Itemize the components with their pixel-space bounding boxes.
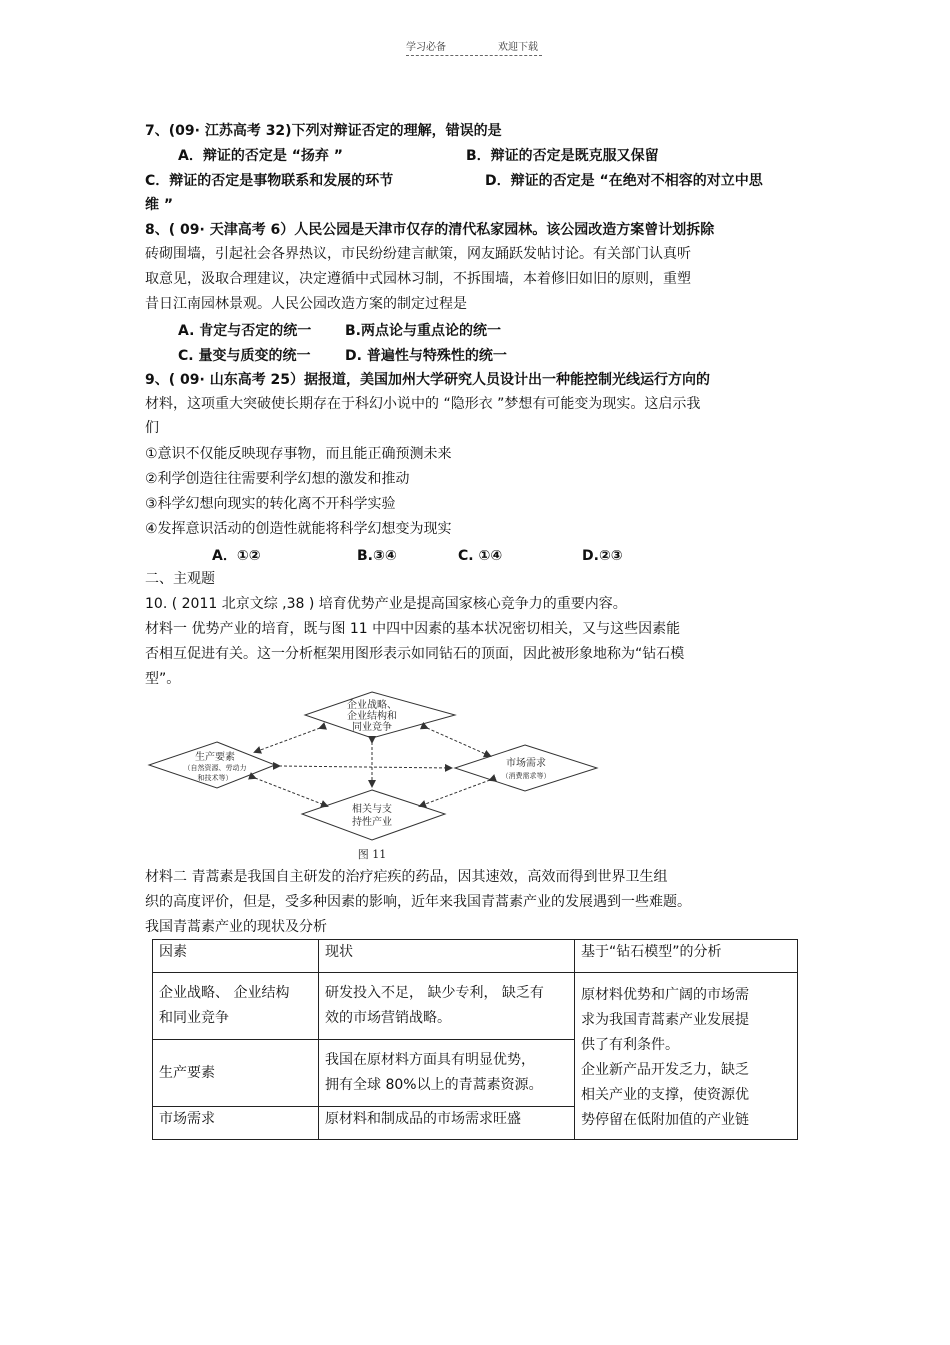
- q8-option-b: B.两点论与重点论的统一: [345, 323, 501, 339]
- arrow-right-bottom: [420, 780, 490, 806]
- q9-statement-3: ③科学幻想向现实的转化离不开科学实验: [145, 496, 396, 512]
- q9-statement-2: ②利学创造往往需要利学幻想的激发和推动: [145, 471, 410, 487]
- q9-statement-1: ①意识不仅能反映现存事物，而且能正确预测未来: [145, 446, 452, 462]
- industry-analysis-table: [152, 939, 798, 1140]
- header-right: 欢迎下载: [498, 42, 538, 53]
- q8-option-a: A. 肯定与否定的统一: [178, 323, 312, 339]
- diagram-caption: 图 11: [357, 848, 387, 861]
- table-analysis-cell: 原材料优势和广阔的市场需 求为我国青蒿素产业发展提 供了有利条件。 企业新产品开发乏力，缺乏 相关产业的支撑，使资源优 势停留在低附加值的产业链: [575, 973, 798, 1140]
- q9-line-1: 9、( 09· 山东高考 25）据报道，美国加州大学研究人员设计出一种能控制光线运行方向的: [145, 372, 711, 388]
- table-header-factor: 因素: [153, 940, 319, 973]
- q7-option-b: B．辩证的否定是既克服又保留: [466, 148, 659, 164]
- left-node-label-2: （自然资源、劳动力: [183, 764, 247, 772]
- q9-statement-4: ④发挥意识活动的创造性就能将科学幻想变为现实: [145, 521, 452, 537]
- q7-stem: 7、(09· 江苏高考 32)下列对辩证否定的理解，错误的是: [145, 123, 502, 139]
- q9-option-d: D.②③: [582, 548, 623, 564]
- q9-option-a: A．①②: [212, 548, 261, 564]
- top-node-label-1: 企业战略、: [347, 700, 397, 711]
- q9-line-2: 材料，这项重大突破使长期存在于科幻小说中的 “隐形衣 ”梦想有可能变为现实。这启示我: [145, 396, 701, 412]
- bottom-node-label-2: 持性产业: [352, 817, 392, 828]
- right-node-label-2: （消费需求等）: [501, 772, 551, 780]
- q9-option-b: B.③④: [357, 548, 397, 564]
- table-header-analysis: 基于“钻石模型”的分析: [575, 940, 798, 973]
- q10-stem: 10. ( 2011 北京文综 ,38 ) 培育优势产业是提高国家核心竞争力的重要内容。: [145, 596, 627, 612]
- left-node-label-3: 和技术等）: [197, 774, 233, 782]
- q10-material2-line-1: 材料二 青蒿素是我国自主研发的治疗疟疾的药品，因其速效，高效而得到世界卫生组: [145, 869, 668, 885]
- q7-option-d: D．辩证的否定是 “在绝对不相容的对立中思: [485, 173, 763, 189]
- table-row-3-factor: 市场需求: [153, 1107, 319, 1140]
- table-row-3-status: 原材料和制成品的市场需求旺盛: [319, 1107, 575, 1140]
- q10-material1-line-1: 材料一 优势产业的培育，既与图 11 中四中因素的基本状况密切相关，又与这些因素能: [145, 621, 681, 637]
- right-node-label-1: 市场需求: [506, 758, 546, 769]
- arrow-top-right: [427, 728, 490, 756]
- q9-line-3: 们: [145, 420, 159, 436]
- q8-option-d: D. 普遍性与特殊性的统一: [345, 348, 507, 364]
- table-row-2-status: 我国在原材料方面具有明显优势， 拥有全球 80%以上的青蒿素资源。: [319, 1040, 575, 1107]
- table-header-status: 现状: [319, 940, 575, 973]
- q8-line-1: 8、( 09· 天津高考 6）人民公园是天津市仅存的清代私家园林。该公园改造方案曾计划拆除: [145, 222, 715, 238]
- q7-option-d-cont: 维 ”: [145, 197, 174, 213]
- header-left: 学习必备: [406, 42, 446, 53]
- diamond-bottom-node: [302, 790, 445, 840]
- arrow-left-bottom: [255, 778, 327, 806]
- table-row-1-factor: 企业战略、 企业结构 和同业竞争: [153, 973, 319, 1040]
- q8-line-2: 砖砌围墙，引起社会各界热议，市民纷纷建言献策，网友踊跃发帖讨论。有关部门认真听: [145, 246, 691, 262]
- left-node-label-1: 生产要素: [195, 752, 235, 763]
- q8-line-3: 取意见，汲取合理建议，决定遵循中式园林习制，不拆围墙，本着修旧如旧的原则，重塑: [145, 271, 691, 287]
- q7-option-c: C．辩证的否定是事物联系和发展的环节: [145, 173, 394, 189]
- table-title: 我国青蒿素产业的现状及分析: [145, 919, 327, 935]
- q8-line-4: 昔日江南园林景观。人民公园改造方案的制定过程是: [145, 296, 467, 312]
- arrow-top-left: [255, 728, 320, 752]
- header-divider: [406, 55, 542, 56]
- table-row-1-status: 研发投入不足， 缺少专利， 缺乏有 效的市场营销战略。: [319, 973, 575, 1040]
- q9-option-c: C. ①④: [458, 548, 503, 564]
- top-node-label-2: 企业结构和: [347, 711, 397, 722]
- q8-option-c: C. 量变与质变的统一: [178, 348, 311, 364]
- table-row-2-factor: 生产要素: [153, 1040, 319, 1107]
- arrow-left-right: [279, 766, 451, 768]
- diamond-model-diagram: [145, 690, 605, 865]
- q10-material1-line-2: 否相互促进有关。这一分析框架用图形表示如同钻石的顶面，因此被形象地称为“钻石模: [145, 646, 685, 662]
- q7-option-a: A．辩证的否定是 “扬弃 ”: [178, 148, 343, 164]
- bottom-node-label-1: 相关与支: [352, 804, 392, 815]
- q10-material1-line-3: 型”。: [145, 671, 181, 687]
- q10-material2-line-2: 织的高度评价，但是，受多种因素的影响，近年来我国青蒿素产业的发展遇到一些难题。: [145, 894, 691, 910]
- top-node-label-3: 同业竞争: [352, 722, 392, 733]
- section-heading: 二、主观题: [145, 571, 215, 587]
